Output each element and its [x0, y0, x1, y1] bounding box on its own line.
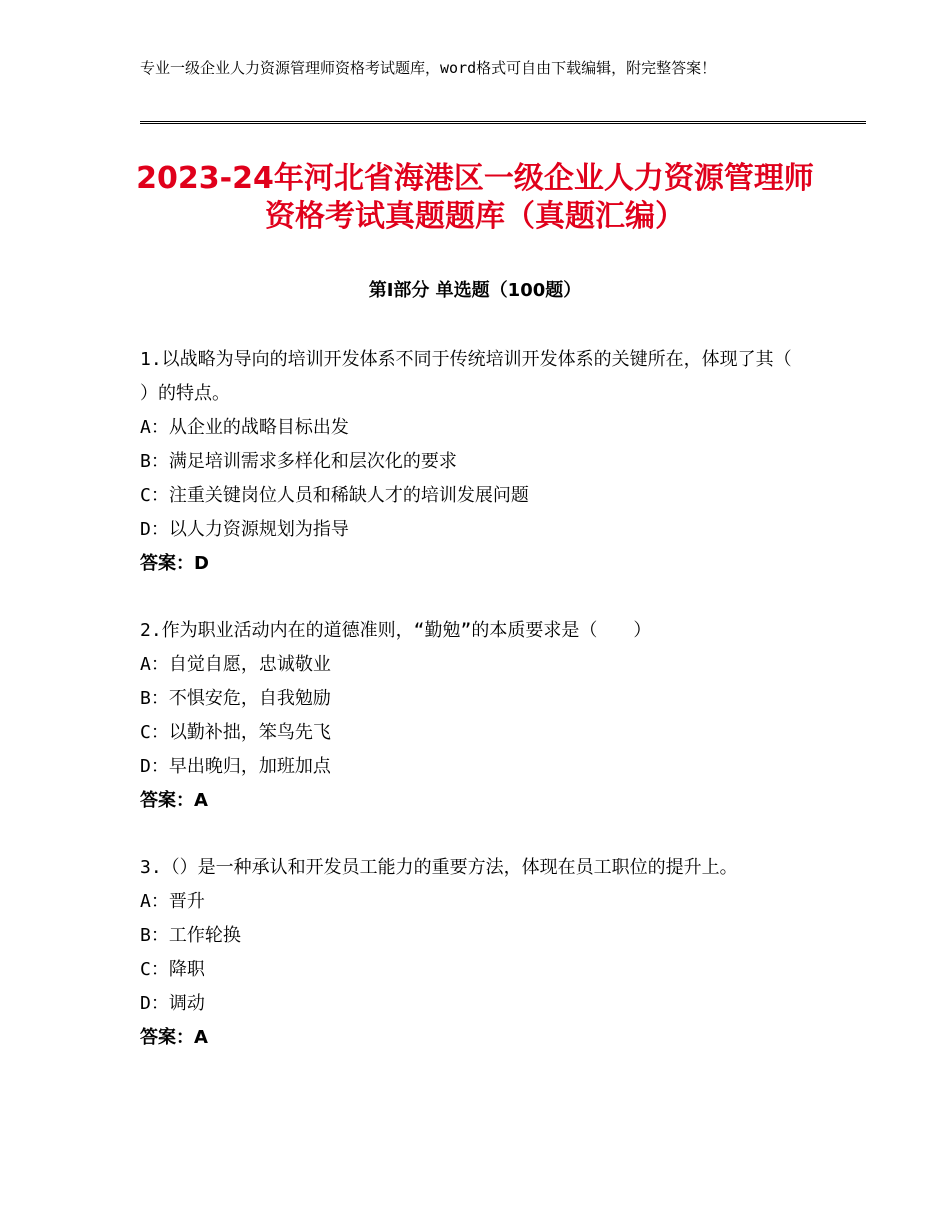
- answer: 答案：A: [140, 1027, 208, 1048]
- question-3: [140, 851, 800, 1055]
- question-stem: 2.作为职业活动内在的道德准则，“勤勉”的本质要求是（ ）: [140, 620, 652, 641]
- option-a: A：晋升: [140, 891, 205, 912]
- question-stem: 1.以战略为导向的培训开发体系不同于传统培训开发体系的关键所在，体现了其（ ）的特点。: [140, 349, 792, 404]
- section-heading: 第Ⅰ部分 单选题（100题）: [368, 280, 582, 301]
- option-b: B：满足培训需求多样化和层次化的要求: [140, 451, 457, 472]
- option-a: A：自觉自愿，忠诚敬业: [140, 654, 331, 675]
- option-a: A：从企业的战略目标出发: [140, 417, 349, 438]
- option-d: D：调动: [140, 993, 205, 1014]
- answer: 答案：A: [140, 790, 208, 811]
- option-d: D：早出晚归，加班加点: [140, 756, 331, 777]
- option-d: D：以人力资源规划为指导: [140, 519, 349, 540]
- option-c: C：以勤补拙，笨鸟先飞: [140, 722, 331, 743]
- option-c: C：降职: [140, 959, 205, 980]
- question-stem: 3.（）是一种承认和开发员工能力的重要方法，体现在员工职位的提升上。: [140, 857, 738, 878]
- header-divider: [140, 121, 866, 124]
- option-b: B：不惧安危，自我勉励: [140, 688, 331, 709]
- option-b: B：工作轮换: [140, 925, 241, 946]
- option-c: C：注重关键岗位人员和稀缺人才的培训发展问题: [140, 485, 529, 506]
- question-list: [140, 343, 800, 1088]
- question-2: [140, 614, 800, 818]
- question-1: [140, 343, 800, 581]
- document-title: 2023-24年河北省海港区一级企业人力资源管理师资格考试真题题库（真题汇编）: [136, 161, 814, 234]
- header-note: 专业一级企业人力资源管理师资格考试题库，word格式可自由下载编辑，附完整答案！: [140, 59, 717, 77]
- answer: 答案：D: [140, 553, 209, 574]
